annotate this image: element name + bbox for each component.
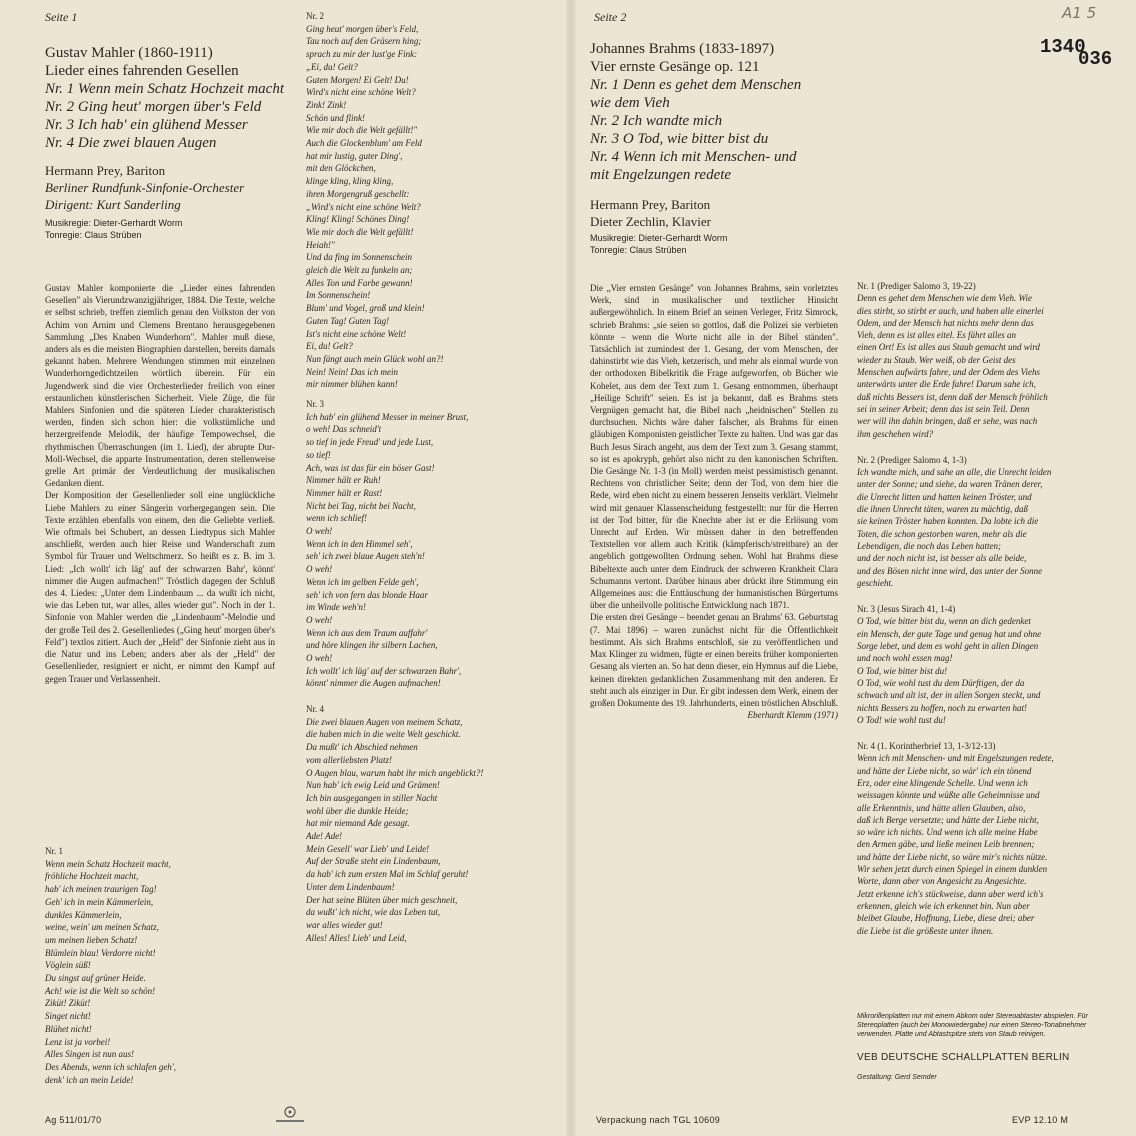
lyric-line: Tau noch auf den Gräsern hing; <box>306 36 422 47</box>
bible-line: Lebendigen, die noch das Leben hatten; <box>857 540 1001 551</box>
lyric-line: Alles Ton und Farbe gewann! <box>306 277 413 288</box>
side-label-left: Seite 1 <box>45 10 78 24</box>
lyric-line: hat mir niemand Ade gesagt. <box>306 818 410 829</box>
lyric-line: Geh' ich in mein Kämmerlein, <box>45 896 154 907</box>
bible-line: ein Mensch, der gute Tage und genug hat und ohne <box>857 628 1042 639</box>
song-listing: Nr. 1 Wenn mein Schatz Hochzeit macht <box>45 81 285 97</box>
lyric-line: war alles wieder gut! <box>306 919 383 930</box>
bible-line: Jetzt erkenne ich's stückweise, dann aber werd ich's <box>857 888 1044 899</box>
lyric-line: Wenn ich in den Himmel seh', <box>306 538 413 549</box>
lyric-line: Auch die Glockenblum' am Feld <box>306 138 422 149</box>
lyric-line: Da mußt' ich Abschied nehmen <box>306 742 418 753</box>
packaging-note: Verpackung nach TGL 10609 <box>596 1115 721 1125</box>
lyric-line: klinge kling, kling kling, <box>306 176 394 187</box>
lyric-line: Ging heut' morgen über's Feld, <box>306 23 419 34</box>
lyric-line: ihren Morgengruß geschellt: <box>306 188 410 199</box>
bible-line: unter der Sonne; und siehe, da waren Tränen derer, <box>857 479 1043 490</box>
performer: Dirigent: Kurt Sanderling <box>45 197 181 212</box>
lyric-line: Nimmer hält er Rast! <box>306 487 383 498</box>
lyric-line: vom allerliebsten Platz! <box>306 754 392 765</box>
bible-line: Wenn ich mit Menschen- und mit Engelszungen redete, <box>857 753 1054 764</box>
bible-line: daß nichts Bessers ist, denn daß der Mensch fröhlich <box>857 391 1048 402</box>
right-header <box>590 40 850 184</box>
brahms-essay <box>590 282 838 721</box>
bible-line: bleibet Glaube, Hoffnung, Liebe, diese drei; aber <box>857 913 1035 924</box>
left-header <box>45 44 295 152</box>
lyric-line: Blümlein blau! Verdorre nicht! <box>45 947 156 958</box>
record-label: VEB DEUTSCHE SCHALLPLATTEN BERLIN <box>857 1052 1070 1063</box>
lyric-line: Alles Singen ist nun aus! <box>45 1049 134 1060</box>
mahler-essay <box>45 282 275 685</box>
bible-line: Wir sehen jetzt durch einen Spiegel in einem dunklen <box>857 864 1048 875</box>
lyric-line: Wenn ich im gelben Felde geh', <box>306 576 419 587</box>
bible-line: O Tod, wie bitter bist du! <box>857 665 948 676</box>
lyric-line: die haben mich in die weite Welt geschickt. <box>306 729 461 740</box>
lyric-line: Schön und flink! <box>306 112 365 123</box>
center-fold <box>566 0 576 1136</box>
lyric-line: so tief! <box>306 449 331 460</box>
bible-line: daß ich Berge versetzte; und hätte der Liebe nicht, <box>857 814 1039 825</box>
song-listing: Nr. 2 Ich wandte mich <box>590 113 723 129</box>
credit-line: Musikregie: Dieter-Gerhardt Worm <box>590 233 728 243</box>
bible-line: und noch wohl essen mag! <box>857 653 953 664</box>
song-number: Nr. 3 <box>306 399 324 409</box>
song4-lyrics <box>306 703 561 944</box>
lyric-line: Blühet nicht! <box>45 1023 92 1034</box>
lyric-line: gleich die Welt zu funkeln an; <box>306 265 413 276</box>
song-listing: mit Engelzungen redete <box>590 167 732 183</box>
lyric-line: könnt' nimmer die Augen aufmachen! <box>306 678 441 689</box>
performer: Hermann Prey, Bariton <box>45 163 166 178</box>
song-number: Nr. 1 <box>45 846 63 856</box>
lyric-line: Guten Tag! Guten Tag! <box>306 315 390 326</box>
bible-line: nichts Bessers zu hoffen, noch zu erwarten hat! <box>857 702 1027 713</box>
lyric-line: Des Abends, wenn ich schlafen geh', <box>45 1061 176 1072</box>
right-performers <box>590 196 840 230</box>
lyric-line: mir nimmer blühen kann! <box>306 379 398 390</box>
lyric-line: Wenn ich aus dem Traum auffahr' <box>306 627 428 638</box>
song2-lyrics <box>306 10 551 391</box>
bible-line: wer will ihn dahin bringen, daß er sehe, was nach <box>857 416 1038 427</box>
lyric-line: da hab' ich zum ersten Mal im Schlaf geruht! <box>306 869 469 880</box>
catalog-price: EVP 12.10 M <box>1012 1115 1069 1125</box>
lyric-line: O weh! <box>306 526 333 537</box>
bible-line: O Tod, wie bitter bist du, wenn an dich gedenket <box>857 616 1031 627</box>
bible-line: und hätte der Liebe nicht, so wär' ich ein tönend <box>857 765 1032 776</box>
bible-line: Sorge lebet, und dem es wohl geht in allen Dingen <box>857 641 1039 652</box>
bible-line: schwach und alt ist, der in allen Sorgen steckt, und <box>857 690 1041 701</box>
lyric-line: denk' ich an mein Leide! <box>45 1074 134 1085</box>
lyric-line: Heiah!" <box>306 239 335 250</box>
song3-lyrics <box>306 398 556 690</box>
performer: Berliner Rundfunk-Sinfonie-Orchester <box>45 180 245 195</box>
credit-line: Tonregie: Claus Strüben <box>590 245 687 255</box>
lyric-line: Ade! Ade! <box>306 831 343 842</box>
composer-title: Gustav Mahler (1860-1911) <box>45 45 213 61</box>
bible-line: Menschen aufwärts fahre, und der Odem des Viehs <box>857 367 1040 378</box>
lyric-line: Zink! Zink! <box>306 99 347 110</box>
work-title: Vier ernste Gesänge op. 121 <box>590 59 760 75</box>
song-number: Nr. 2 <box>306 11 324 21</box>
lyric-line: Ziküt! Ziküt! <box>45 998 91 1009</box>
lyric-line: Du singst auf grüner Heide. <box>45 973 146 984</box>
lyric-line: Alles! Alles! Lieb' und Leid, <box>306 932 407 943</box>
lyric-line: seh' ich von fern das blonde Haar <box>306 589 428 600</box>
lyric-line: O weh! <box>306 653 333 664</box>
inventory-stamp-line1: 1340 <box>1040 36 1086 58</box>
lyric-line: Unter dem Lindenbaum! <box>306 881 395 892</box>
lyric-line: Guten Morgen! Ei Gelt! Du! <box>306 74 409 85</box>
lyric-line: O weh! <box>306 614 333 625</box>
lyric-line: Nun hab' ich ewig Leid und Grämen! <box>306 780 440 791</box>
lyric-line: im Winde weh'n! <box>306 602 366 613</box>
lyric-line: Nein! Nein! Das ich mein <box>306 366 398 377</box>
bible-line: erkennen, gleich wie ich erkennet bin. Nun aber <box>857 900 1030 911</box>
lyric-line: Wie mir doch die Welt gefällt!" <box>306 125 418 136</box>
lyric-line: O weh! <box>306 564 333 575</box>
lyric-line: Vöglein süß! <box>45 960 91 971</box>
bible-line: sei in seiner Arbeit; denn das ist sein Teil. Denn <box>857 403 1030 414</box>
bible-line: einen Ort! Es ist alles aus Staub gemacht und wird <box>857 342 1040 353</box>
bible-line: O Tod! wie wohl tust du! <box>857 714 946 725</box>
lyric-line: Und da fing im Sonnenschein <box>306 252 412 263</box>
bible-line: weissagen könnte und wüßte alle Geheimnisse und <box>857 790 1040 801</box>
song-listing: Nr. 3 Ich hab' ein glühend Messer <box>45 117 248 133</box>
lyric-line: „Ei, du! Gelt? <box>306 61 358 72</box>
lyric-line: Nimmer hält er Ruh! <box>306 475 381 486</box>
lyric-line: „Wird's nicht eine schöne Welt? <box>306 201 421 212</box>
lyric-line: mit den Glöckchen, <box>306 163 376 174</box>
bible-texts <box>857 280 1122 937</box>
song-listing: Nr. 1 Denn es gehet dem Menschen <box>590 77 802 93</box>
lyric-line: Ich hab' ein glühend Messer in meiner Brust, <box>306 411 469 422</box>
lyric-line: weine, wein' um meinen Schatz, <box>45 922 159 933</box>
lyric-line: Wie mir doch die Welt gefällt! <box>306 226 414 237</box>
bible-line: die ihnen Unrecht täten, waren zu mächtig, daß <box>857 504 1029 515</box>
lyric-line: Wird's nicht eine schöne Welt? <box>306 87 416 98</box>
lyric-line: Wenn mein Schatz Hochzeit macht, <box>45 858 171 869</box>
bible-line: unterwärts unter die Erde fahre! Darum sahe ich, <box>857 379 1036 390</box>
bible-line: O Tod, wie wohl tust du dem Dürftigen, der da <box>857 677 1025 688</box>
side-label-right: Seite 2 <box>594 10 627 24</box>
song-listing: wie dem Vieh <box>590 95 670 111</box>
lyric-line: wohl über die dunkle Heide; <box>306 805 409 816</box>
lyric-line: dunkles Kämmerlein, <box>45 909 122 920</box>
composer-title: Johannes Brahms (1833-1897) <box>590 41 775 57</box>
lyric-line: sprach zu mir der lust'ge Fink: <box>306 49 418 60</box>
bible-line: die Liebe ist die größeste unter ihnen. <box>857 925 994 936</box>
bible-line: den Armen gäbe, und ließe meinen Leib brennen; <box>857 839 1035 850</box>
bible-line: Ich wandte mich, und sahe an alle, die Unrecht leiden <box>857 467 1052 478</box>
essay-paragraph: Die ersten drei Gesänge – beendet genau an Brahms' 63. Geburtstag (7. Mai 1896) – waren zunächst nicht für die Öffentlichkeit bestimmt. Als sich Brahms entschloß, sie zu veröffentlichen und Max Klinger zu widmen, fügte er einen bereits früher komponierten Gesang als vierten an. So hat denn dieser, ein Hymnus auf die Liebe, keinen direkten gedanklichen Zusammenhang mit den anderen. Er steht auch als einziger in Dur. Er gibt indessen dem Werk, einem der großen Dokumente des 19. Jahrhunderts, einen tröstlichen Abschluß. <box>590 612 838 708</box>
bible-line: die Unrecht litten und hatten keinen Tröster, und <box>857 491 1032 502</box>
lyric-line: hat mir lustig, guter Ding', <box>306 150 403 161</box>
bible-line: sie keinen Tröster haben konnten. Da lobte ich die <box>857 516 1039 527</box>
lyric-line: Auf der Straße steht ein Lindenbaum, <box>306 856 441 867</box>
lyric-line: Singet nicht! <box>45 1011 91 1022</box>
bible-title: Nr. 2 (Prediger Salomo 4, 1-3) <box>857 454 967 465</box>
lyric-line: Ei, du! Gelt? <box>306 341 353 352</box>
bible-title: Nr. 1 (Prediger Salomo 3, 19-22) <box>857 281 976 291</box>
pressing-logo-icon <box>270 1105 310 1125</box>
right-credits <box>590 232 727 256</box>
bible-line: alle Erkenntnis, und hätte allen Glauben, also, <box>857 802 1026 813</box>
lyric-line: Im Sonnenschein! <box>306 290 371 301</box>
pencil-annotation: A1 5 <box>1062 4 1097 22</box>
lyric-line: fröhliche Hochzeit macht, <box>45 871 139 882</box>
song-listing: Nr. 4 Wenn ich mit Menschen- und <box>590 149 797 165</box>
bible-title: Nr. 4 (1. Korintherbrief 13, 1-3/12-13) <box>857 741 996 752</box>
bible-line: so wäre ich nichts. Und wenn ich alle meine Habe <box>857 827 1038 838</box>
inventory-stamp-line2: 036 <box>1078 48 1113 70</box>
essay-signature: Eberhardt Klemm (1971) <box>747 710 838 721</box>
lyric-line: um meinen lieben Schatz! <box>45 934 138 945</box>
bible-line: Odem, und der Mensch hat nichts mehr denn das <box>857 317 1034 328</box>
catalog-number-left: Ag 511/01/70 <box>45 1115 102 1125</box>
lyric-line: und höre klingen ihr silbern Lachen, <box>306 640 438 651</box>
bible-line: Toten, die schon gestorben waren, mehr als die <box>857 528 1027 539</box>
work-title: Lieder eines fahrenden Gesellen <box>45 63 239 79</box>
design-credit: Gestaltung: Gerd Semder <box>857 1074 937 1081</box>
bible-line: Erz, oder eine klingende Schelle. Und wenn ich <box>857 777 1028 788</box>
lyric-line: wenn ich schlief! <box>306 513 367 524</box>
performer: Hermann Prey, Bariton <box>590 197 711 212</box>
bible-line: und des Bösen nicht inne wird, das unter der Sonne <box>857 565 1043 576</box>
song1-lyrics <box>45 845 285 1086</box>
bible-line: Vieh, denn es ist alles eitel. Es fährt alles an <box>857 330 1017 341</box>
left-credits <box>45 217 182 241</box>
lyric-line: Der hat seine Blüten über mich geschneit, <box>306 894 458 905</box>
song-listing: Nr. 3 O Tod, wie bitter bist du <box>590 131 769 147</box>
song-listing: Nr. 2 Ging heut' morgen über's Feld <box>45 99 262 115</box>
bible-line: dies stirbt, so stirbt er auch, und haben alle einerlei <box>857 305 1044 316</box>
song-listing: Nr. 4 Die zwei blauen Augen <box>45 135 217 151</box>
lyric-line: Ach! wie ist die Welt so schön! <box>45 985 156 996</box>
credit-line: Musikregie: Dieter-Gerhardt Worm <box>45 218 183 228</box>
song-number: Nr. 4 <box>306 704 324 714</box>
bible-line: ihm geschehen wird? <box>857 428 934 439</box>
lyric-line: seh' ich zwei blaue Augen steh'n! <box>306 551 425 562</box>
bible-line: und der noch nicht ist, ist besser als alle beide, <box>857 553 1027 564</box>
lyric-line: Kling! Kling! Schönes Ding! <box>306 214 410 225</box>
left-performers <box>45 162 295 213</box>
essay-paragraph: Gustav Mahler komponierte die „Lieder eines fahrenden Gesellen" als Vierundzwanzigjähriger, 1884. Die Texte, welche er selbst schrieb, treffen ziemlich genau den Volkston der von Achim von Arnim und Clemens Brentano herausgegebenen Sammlung „Des Knaben Wunderhorn". Mahler muß diese, anders als es die meisten Biographien darstellen, bereits damals gekannt haben. Mehrere Wendungen stimmen mit einzelnen Wunderhorngedichtzeilen wörtlich überein. Für ein Jugendwerk sind die vier Orchesterlieder freilich von einer erstaunlichen künstlerischen Sicherheit. Viele Züge, die für Mahlers Sinfonien und die späteren Lieder charakteristisch werden, finden sich schon hier: die volkstümliche und herzergreifende Melodik, der häufige Tempowechsel, die rhythmischen Überraschungen (im 1. Lied), der abrupte Dur-Moll-Wechsel, die apparte Instrumentation, deren stellenweise grelle Art primär der Verdeutlichung der musikalischen Gedanken dient. <box>45 283 275 489</box>
lyric-line: Ach, was ist das für ein böser Gast! <box>306 462 435 473</box>
lyric-line: Nun fängt auch mein Glück wohl an?! <box>306 353 444 364</box>
performer: Dieter Zechlin, Klavier <box>590 214 711 229</box>
care-instructions: Mikrorillenplatten nur mit einem Abkom oder Stereoabtaster abspielen. Für Stereoplatten (auch bei Monowiedergabe) nur einen Stereo-Tonabnehmer verwenden. Platte und Abtastspitze stets von Staub reinigen. <box>857 1013 1088 1038</box>
bible-line: geschieht. <box>857 577 894 588</box>
bible-line: und hätte der Liebe nicht, so wäre mir's nichts nütze. <box>857 851 1048 862</box>
bible-title: Nr. 3 (Jesus Sirach 41, 1-4) <box>857 604 956 615</box>
lyric-line: Ich bin ausgegangen in stiller Nacht <box>306 792 438 803</box>
credit-line: Tonregie: Claus Strüben <box>45 230 142 240</box>
bible-line: Denn es gehet dem Menschen wie dem Vieh. Wie <box>857 293 1033 304</box>
lyric-line: hab' ich meinen traurigen Tag! <box>45 884 157 895</box>
lyric-line: Nicht bei Tag, nicht bei Nacht, <box>306 500 416 511</box>
essay-paragraph: Der Komposition der Gesellenlieder soll eine unglückliche Liebe Mahlers zu einer Sängerin vorhergegangen sein. Die Texte erzählen ebenfalls von einem, den die Geliebte verließ. Wie oftmals bei Schubert, an dessen Liedtypus sich Mahler anschließt, werden auch hier Reise und Wanderschaft zum Symbol für Trauer und Weltschmerz. So heißt es z. B. im 3. Lied: „Ich wollt' ich läg' auf der schwarzen Bahr', könnt' nimmer die Augen aufmachen!" Tröstlich dagegen der Schluß des 4. Liedes: „Unter dem Lindenbaum ... da wußt ich nicht, wie das Leben tut, war alles, alles wieder gut". Noch in der 1. Sinfonie von Mahler werden die „Lindenbaum"-Melodie und der große Teil des 2. Gesellenliedes („Ging heut' morgen über's Feld") textlos zitiert. Auch der „Held" der Sinfonie zieht aus in die Natur und ins Leben; anders aber als der „Held" der Gesellenlieder, resigniert er nicht, er nimmt den Kampf auf gegen Trauer und Verlassenheit. <box>45 490 275 684</box>
lyric-line: so tief in jede Freud' und jede Lust, <box>306 437 434 448</box>
lyric-line: da wußt' ich nicht, wie das Leben tut, <box>306 907 441 918</box>
lyric-line: Blum' und Vogel, groß und klein! <box>306 303 425 314</box>
lyric-line: o weh! Das schneid't <box>306 424 382 435</box>
lyric-line: O Augen blau, warum habt ihr mich angeblickt?! <box>306 767 484 778</box>
lyric-line: Mein Gesell' war Lieb' und Leide! <box>306 843 430 854</box>
lyric-line: Ich wollt' ich läg' auf der schwarzen Bahr', <box>306 665 462 676</box>
bible-line: Worte, dann aber von Angesicht zu Angesichte. <box>857 876 1027 887</box>
lyric-line: Lenz ist ja vorbei! <box>45 1036 111 1047</box>
essay-paragraph: Die „Vier ernsten Gesänge" von Johannes Brahms, sein vorletztes Werk, sind in musikalischer und textlicher Hinsicht außergewöhnlich. In einem Brief an seinen Verleger, Fritz Simrock, schrieb Brahms: „sie seien so gottlos, daß die Polizei sie verbieten könnte – wenn die Worte nicht alle in der Bibel ständen". Tatsächlich ist zumindest der 1. Gesang, der vom Menschen, der dahinstirbt wie das Vieh, ketzerisch, und mehr als einmal wurde von der orthodoxen Bibelkritik die Frage aufgeworfen, ob Bücher wie Kohelet, aus dem der Text zum 1. Gesang entnommen, überhaupt „Heilige Schrift" seien. Es ist ja bekannt, daß es Brahms stets Vergnügen gemacht hat, die Bibel nach „heidnischen" Stellen zu durchsuchen. Nichts wäre daher falscher, als Brahms für einen gläubigen Komponisten geistlicher Texte zu halten. Und was gar das Buch Jesus Sirach angeht, aus dem der Text zum 3. Gesang stammt, so ist es apokryph, gehört also nicht zu den kanonischen Schriften. Die Gesänge Nr. 1-3 (in Moll) werden meist pessimistisch genannt. Rechtens von christlicher Seite; denn der Tod, von dem hier die Rede, wird eben nicht zu einem besseren Jenseits verklärt. Vielmehr wird mit genauer Klassenscheidung festgestellt: nur für die Herren ist der Tod bitter, für die Knechte aber ist er die Erlösung vom Unrecht auf Erden. Wir müssen daher in den betreffenden Textstellen vor allem auch Kritik (kämpferisch/streitbare) an der angeblich gottgewollten Ordnung sehen. Wohl hat Brahms diese Bibeltexte auch unter dem Eindruck der schweren Krankheit Clara Schumanns vertont. Darüber hinaus aber drückt ihre Stimmung ein Allgemeines aus: die Enttäuschung der humanistischen Bürgertums über die unheilvolle politische Entwicklung nach 1871. <box>590 283 838 611</box>
lyric-line: Die zwei blauen Augen von meinem Schatz, <box>306 716 463 727</box>
lyric-line: Ist's nicht eine schöne Welt! <box>306 328 407 339</box>
bible-line: wieder zu Staub. Wer weiß, ob der Geist des <box>857 354 1016 365</box>
